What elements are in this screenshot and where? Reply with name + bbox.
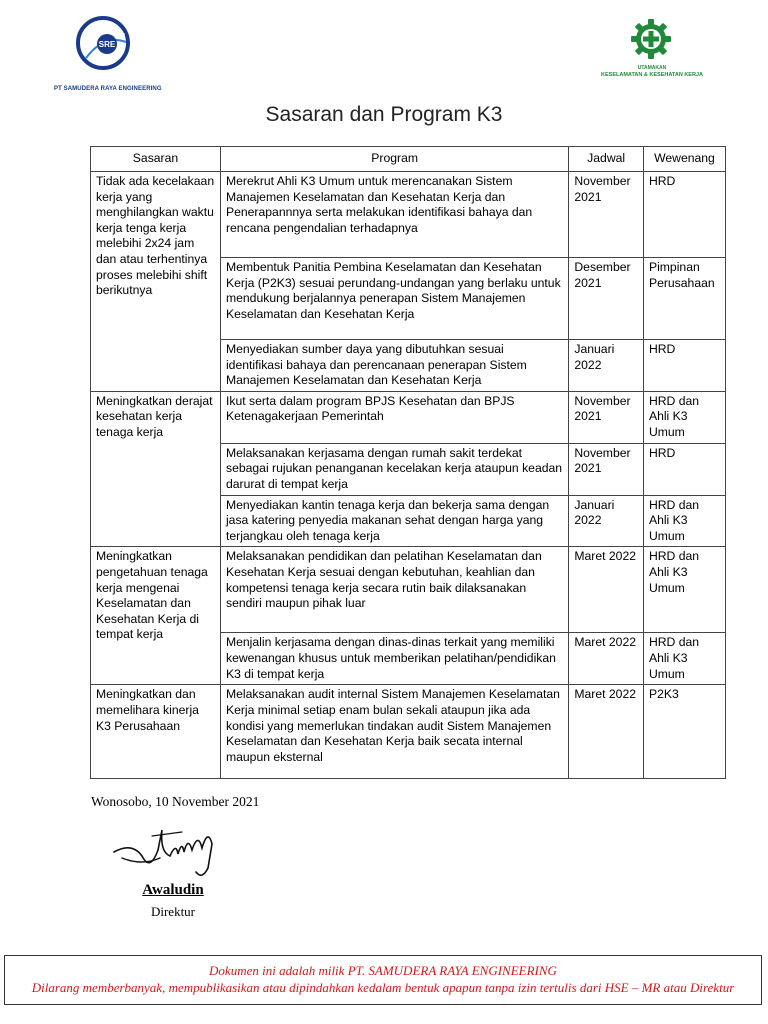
k3-logo — [590, 14, 714, 84]
k3-program-table — [90, 146, 726, 779]
footer-restriction: Dilarang memberbanyak, mempublikasikan atau dipindahkan kedalam bentuk apapun tanpa izin tertulis dari HSE – MR atau Direktur — [31, 980, 735, 995]
wewenang-cell: P2K3 — [643, 685, 725, 779]
signature-scribble — [112, 822, 228, 884]
jadwal-cell: Januari 2022 — [569, 495, 644, 547]
sasaran-cell: Meningkatkan derajat kesehatan kerja tenaga kerja — [91, 391, 221, 547]
jadwal-cell: Maret 2022 — [569, 547, 644, 633]
footer-ownership: Dokumen ini adalah milik PT. SAMUDERA RAYA ENGINEERING — [209, 963, 557, 978]
footer-disclaimer — [4, 955, 762, 1005]
program-cell: Menyediakan sumber daya yang dibutuhkan sesuai identifikasi bahaya dan perencanaan penerapan Sistem Manajemen Keselamatan dan Kesehatan Kerja — [220, 340, 568, 392]
k3-logo-line1: UTAMAKAN — [637, 65, 667, 71]
sasaran-cell: Meningkatkan pengetahuan tenaga kerja mengenai Keselamatan dan Kesehatan Kerja di tempat kerja — [91, 547, 221, 685]
jadwal-cell: November 2021 — [569, 391, 644, 443]
program-cell: Membentuk Panitia Pembina Keselamatan dan Kesehatan Kerja (P2K3) sesuai perundang-undangan yang berlaku untuk mendukung berjalannya penerapan Sistem Manajemen Keselamatan dan Kesehatan Kerja — [220, 258, 568, 340]
table-header-row — [91, 147, 726, 172]
table-row — [91, 391, 726, 443]
company-name: PT SAMUDERA RAYA ENGINEERING — [54, 86, 162, 92]
jadwal-cell: November 2021 — [569, 443, 644, 495]
page-title: Sasaran dan Program K3 — [265, 103, 503, 126]
header-wewenang: Wewenang — [643, 147, 725, 172]
company-logo-mark: SRE — [98, 40, 116, 49]
jadwal-cell: Desember 2021 — [569, 258, 644, 340]
wewenang-cell: HRD — [643, 443, 725, 495]
wewenang-cell: HRD dan Ahli K3 Umum — [643, 633, 725, 685]
program-cell: Melaksanakan kerjasama dengan rumah sakit terdekat sebagai rujukan penanganan kecelakan kerja ataupun keadan darurat di tempat kerja — [220, 443, 568, 495]
table-row — [91, 685, 726, 779]
table-row — [91, 547, 726, 633]
program-cell: Menjalin kerjasama dengan dinas-dinas terkait yang memiliki kewenangan khusus untuk memberikan pelatihan/pendidikan K3 di tempat kerja — [220, 633, 568, 685]
signer-role: Direktur — [150, 904, 196, 919]
sasaran-cell: Tidak ada kecelakaan kerja yang menghilangkan waktu kerja tenga kerja melebihi 2x24 jam dan atau terhentinya proses melebihi shift berikutnya — [91, 172, 221, 392]
signer-name: Awaludin — [142, 882, 204, 898]
program-cell: Ikut serta dalam program BPJS Kesehatan dan BPJS Ketenagakerjaan Pemerintah — [220, 391, 568, 443]
k3-gear-cross-icon — [630, 18, 672, 60]
header-sasaran: Sasaran — [91, 147, 221, 172]
table-row — [91, 172, 726, 258]
jadwal-cell: Maret 2022 — [569, 685, 644, 779]
wewenang-cell: HRD — [643, 172, 725, 258]
jadwal-cell: Maret 2022 — [569, 633, 644, 685]
program-cell: Merekrut Ahli K3 Umum untuk merencanakan Sistem Manajemen Keselamatan dan Kesehatan Kerja dan Penerapannnya serta melakukan identifikasi bahaya dan rencana pengendalian terhadapnya — [220, 172, 568, 258]
header-program: Program — [220, 147, 568, 172]
sasaran-cell: Meningkatkan dan memelihara kinerja K3 Perusahaan — [91, 685, 221, 779]
jadwal-cell: Januari 2022 — [569, 340, 644, 392]
company-logo-icon — [74, 14, 132, 72]
program-cell: Melaksanakan audit internal Sistem Manajemen Keselamatan Kerja minimal setiap enam bulan sekali ataupun jika ada kondisi yang memerlukan tindakan audit Sistem Manajemen Keselamatan dan Kesehatan Kerja baik secata internal maupun eksternal — [220, 685, 568, 779]
wewenang-cell: HRD dan Ahli K3 Umum — [643, 547, 725, 633]
header-jadwal: Jadwal — [569, 147, 644, 172]
program-cell: Melaksanakan pendidikan dan pelatihan Keselamatan dan Kesehatan Kerja sesuai dengan kebutuhan, keahlian dan kompetensi tenaga kerja secara rutin baik dilaksanakan sendiri maupun pihak luar — [220, 547, 568, 633]
company-logo — [54, 14, 164, 92]
k3-logo-line2: KESELAMATAN & KESEHATAN KERJA — [601, 72, 703, 78]
program-cell: Menyediakan kantin tenaga kerja dan bekerja sama dengan jasa katering penyedia makanan sehat dengan harga yang terjangkau oleh tenaga kerja — [220, 495, 568, 547]
place-date: Wonosobo, 10 November 2021 — [91, 794, 260, 809]
wewenang-cell: HRD — [643, 340, 725, 392]
wewenang-cell: HRD dan Ahli K3 Umum — [643, 495, 725, 547]
wewenang-cell: HRD dan Ahli K3 Umum — [643, 391, 725, 443]
jadwal-cell: November 2021 — [569, 172, 644, 258]
wewenang-cell: Pimpinan Perusahaan — [643, 258, 725, 340]
